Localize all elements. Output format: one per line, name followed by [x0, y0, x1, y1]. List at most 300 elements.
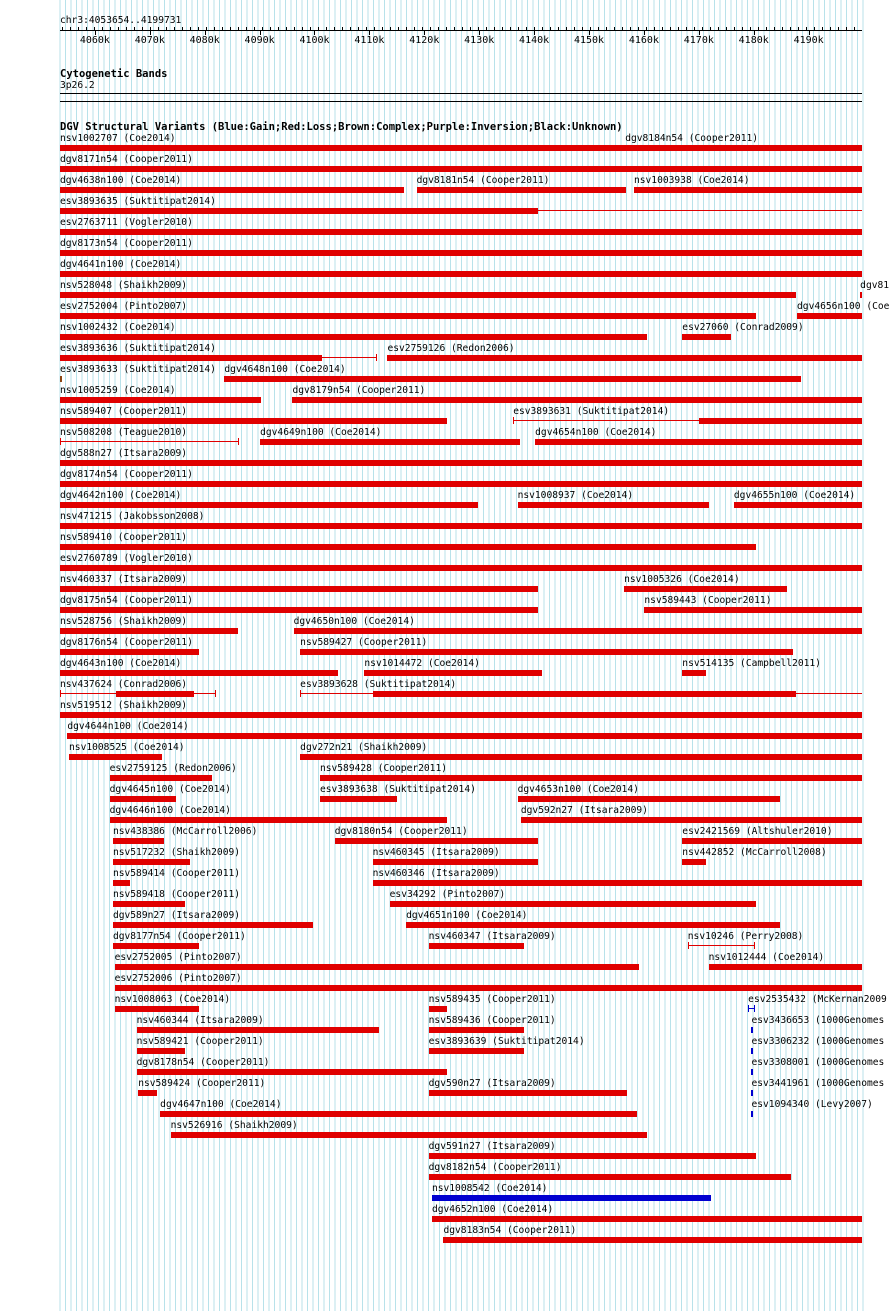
variant-label[interactable]: nsv589407 (Cooper2011) [60, 406, 188, 417]
variant-bar[interactable] [432, 1195, 711, 1201]
variant-label[interactable]: nsv1008525 (Coe2014) [69, 742, 185, 753]
ruler-minor-tick [782, 27, 783, 30]
ruler-minor-tick [230, 27, 231, 30]
ruler-minor-tick [622, 27, 623, 30]
ruler-minor-tick [590, 27, 591, 30]
variant-label[interactable]: dgv4656n100 (Coe [797, 301, 890, 312]
ruler-tick-label: 4150k [573, 35, 605, 46]
ruler-tick-label: 4190k [793, 35, 824, 46]
variant-label[interactable]: dgv4645n100 (Coe2014) [109, 784, 231, 795]
variant-bar[interactable] [292, 397, 862, 403]
ruler-axis [60, 30, 862, 31]
variant-bar[interactable] [751, 1111, 753, 1117]
variant-label[interactable]: nsv589410 (Cooper2011) [60, 532, 188, 543]
variant-label[interactable]: esv2760789 (Vogler2010) [60, 553, 193, 564]
variant-label[interactable]: esv2752006 (Pinto2007) [114, 973, 242, 984]
variant-label[interactable]: esv3306232 (1000Genomes [751, 1036, 885, 1047]
ruler-minor-tick [470, 27, 471, 30]
ruler-minor-tick [190, 27, 191, 30]
variant-bar[interactable] [682, 670, 706, 676]
variant-bar[interactable] [110, 817, 448, 823]
variant-bar[interactable] [373, 691, 797, 697]
variant-bar[interactable] [751, 1090, 753, 1096]
variant-label[interactable]: nsv471215 (Jakobsson2008) [60, 511, 205, 522]
variant-label[interactable]: nsv517232 (Shaikh2009) [112, 847, 241, 858]
variant-bar[interactable] [69, 754, 162, 760]
ruler-minor-tick [558, 27, 559, 30]
variant-label[interactable]: dgv589n27 (Itsara2009) [112, 910, 241, 921]
variant-bar[interactable] [429, 943, 525, 949]
variant-label[interactable]: dgv8176n54 (Cooper2011) [60, 637, 193, 648]
ruler-minor-tick [318, 27, 319, 30]
variant-bar[interactable] [115, 985, 862, 991]
variant-bar[interactable] [60, 649, 199, 655]
variant-bar[interactable] [682, 838, 862, 844]
ruler-minor-tick [358, 27, 359, 30]
variant-bar[interactable] [60, 292, 796, 298]
ruler-minor-tick [310, 27, 311, 30]
ruler-minor-tick [342, 27, 343, 30]
variant-label[interactable]: esv3436653 (1000Genomes [751, 1015, 885, 1026]
variant-bar[interactable] [60, 607, 538, 613]
variant-label[interactable]: dgv8177n54 (Cooper2011) [112, 931, 246, 942]
variant-label[interactable]: dgv8183n54 (Cooper2011) [443, 1225, 577, 1236]
variant-label[interactable]: nsv589427 (Cooper2011) [300, 637, 428, 648]
variant-bar[interactable] [429, 1174, 791, 1180]
ruler-minor-tick [486, 27, 487, 30]
variant-bar[interactable] [110, 796, 176, 802]
variant-label[interactable]: esv3893635 (Suktitipat2014) [60, 196, 216, 207]
variant-label[interactable]: nsv1005326 (Coe2014) [624, 574, 740, 585]
ruler-tick-label: 4130k [464, 35, 495, 46]
variant-label[interactable]: dgv8173n54 (Cooper2011) [60, 238, 193, 249]
ruler-minor-tick [86, 27, 87, 30]
ruler-minor-tick [742, 27, 743, 30]
variant-label[interactable]: nsv460346 (Itsara2009) [372, 868, 500, 879]
variant-label[interactable]: dgv591n27 (Itsara2009) [428, 1141, 556, 1152]
variant-label[interactable]: dgv4654n100 (Coe2014) [535, 427, 657, 438]
cytoband-separator [60, 93, 862, 94]
ruler-minor-tick [270, 27, 271, 30]
variant-bar[interactable] [300, 649, 793, 655]
variant-label[interactable]: esv3441961 (1000Genomes [751, 1078, 885, 1089]
variant-bar[interactable] [137, 1027, 380, 1033]
ruler-minor-tick [390, 27, 391, 30]
ruler-minor-tick [718, 27, 719, 30]
ruler-minor-tick [126, 27, 127, 30]
ruler-minor-tick [278, 27, 279, 30]
variant-bar[interactable] [113, 838, 164, 844]
ruler-tick-label: 4090k [244, 35, 275, 46]
variant-label[interactable]: nsv10246 (Perry2008) [687, 931, 804, 942]
variant-bar[interactable] [60, 418, 447, 424]
variant-bar[interactable] [429, 1090, 628, 1096]
variant-label[interactable]: dgv4655n100 (Coe2014) [733, 490, 856, 501]
ruler-minor-tick [222, 27, 223, 30]
variant-label[interactable]: dgv4650n100 (Coe2014) [293, 616, 415, 627]
variant-bar[interactable] [113, 922, 313, 928]
variant-bar[interactable] [137, 1048, 185, 1054]
variant-bar[interactable] [116, 691, 194, 697]
ruler-minor-tick [462, 27, 463, 30]
variant-bar[interactable] [751, 1069, 753, 1075]
ruler-minor-tick [582, 27, 583, 30]
variant-end-cap [748, 1005, 749, 1012]
variant-bar[interactable] [110, 775, 212, 781]
ruler-minor-tick [598, 27, 599, 30]
variant-bar[interactable] [60, 481, 862, 487]
variant-bar[interactable] [417, 187, 627, 193]
variant-label[interactable]: nsv528756 (Shaikh2009) [60, 616, 188, 627]
variant-label[interactable]: dgv588n27 (Itsara2009) [60, 448, 188, 459]
variant-label[interactable]: dgv4652n100 (Coe2014) [431, 1204, 554, 1215]
ruler-minor-tick [654, 27, 655, 30]
variant-bar[interactable] [860, 292, 862, 298]
ruler-minor-tick [846, 27, 847, 30]
variant-label[interactable]: dgv4649n100 (Coe2014) [260, 427, 382, 438]
variant-bar[interactable] [113, 880, 130, 886]
variant-bar[interactable] [373, 880, 862, 886]
variant-bar[interactable] [138, 1090, 157, 1096]
variant-label[interactable]: nsv1012444 (Coe2014) [708, 952, 825, 963]
cytoband-label: 3p26.2 [60, 80, 95, 91]
variant-label[interactable]: nsv1014472 (Coe2014) [364, 658, 480, 669]
variant-bar[interactable] [429, 1006, 448, 1012]
ruler-minor-tick [766, 27, 767, 30]
variant-end-cap [300, 690, 301, 697]
ruler-minor-tick [534, 27, 535, 30]
ruler-minor-tick [326, 27, 327, 30]
variant-label[interactable]: nsv437624 (Conrad2006) [60, 679, 188, 690]
variant-bar[interactable] [60, 313, 756, 319]
variant-label[interactable]: dgv8175n54 (Cooper2011) [60, 595, 193, 606]
variant-bar[interactable] [709, 964, 862, 970]
variant-label[interactable]: esv2535432 (McKernan2009 [748, 994, 887, 1005]
variant-label[interactable]: nsv1002432 (Coe2014) [60, 322, 176, 333]
variant-bar[interactable] [60, 166, 862, 172]
ruler-minor-tick [670, 27, 671, 30]
ruler-minor-tick [694, 27, 695, 30]
variant-line[interactable] [60, 441, 238, 442]
variant-bar[interactable] [320, 775, 862, 781]
variant-label[interactable]: nsv460344 (Itsara2009) [136, 1015, 264, 1026]
variant-bar[interactable] [751, 1027, 753, 1033]
variant-label[interactable]: esv2752005 (Pinto2007) [114, 952, 242, 963]
variant-bar[interactable] [390, 901, 756, 907]
variant-label[interactable]: nsv1005259 (Coe2014) [60, 385, 176, 396]
variant-bar[interactable] [60, 271, 862, 277]
ruler-minor-tick [214, 27, 215, 30]
variant-label[interactable]: dgv4643n100 (Coe2014) [60, 658, 182, 669]
ruler-minor-tick [78, 27, 79, 30]
ruler-minor-tick [382, 27, 383, 30]
ruler-minor-tick [566, 27, 567, 30]
variant-bar[interactable] [60, 355, 322, 361]
variant-bar[interactable] [387, 355, 862, 361]
variant-label[interactable]: esv1094340 (Levy2007) [751, 1099, 873, 1110]
variant-bar[interactable] [113, 901, 185, 907]
variant-bar[interactable] [115, 1006, 200, 1012]
variant-label[interactable]: nsv589436 (Cooper2011) [428, 1015, 556, 1026]
variant-bar[interactable] [535, 439, 862, 445]
ruler-minor-tick [398, 27, 399, 30]
variant-bar[interactable] [60, 502, 478, 508]
variant-label[interactable]: nsv460337 (Itsara2009) [60, 574, 188, 585]
variant-label[interactable]: nsv1008542 (Coe2014) [431, 1183, 548, 1194]
ruler-minor-tick [302, 27, 303, 30]
ruler-tick-label: 4110k [354, 35, 385, 46]
ruler-tick-label: 4140k [519, 35, 550, 46]
variant-label[interactable]: esv3893633 (Suktitipat2014) [60, 364, 216, 375]
ruler-tick-label: 4170k [683, 35, 714, 46]
ruler-minor-tick [686, 27, 687, 30]
variant-line[interactable] [322, 357, 376, 358]
variant-label[interactable]: dgv8181n54 (Cooper2011) [416, 175, 550, 186]
ruler-minor-tick [254, 27, 255, 30]
variant-bar[interactable] [224, 376, 800, 382]
variant-label[interactable]: dgv4647n100 (Coe2014) [160, 1099, 282, 1110]
variant-label[interactable]: nsv589428 (Cooper2011) [319, 763, 448, 774]
ruler-minor-tick [526, 27, 527, 30]
variant-label[interactable]: dgv4646n100 (Coe2014) [109, 805, 231, 816]
variant-label[interactable]: dgv8180n54 (Cooper2011) [334, 826, 468, 837]
variant-bar[interactable] [518, 502, 709, 508]
ruler-minor-tick [206, 27, 207, 30]
variant-bar[interactable] [521, 817, 862, 823]
variant-label[interactable]: esv3893639 (Suktitipat2014) [428, 1036, 585, 1047]
variant-label[interactable]: nsv1008937 (Coe2014) [517, 490, 634, 501]
variant-label[interactable]: nsv508208 (Teague2010) [60, 427, 188, 438]
variant-bar[interactable] [625, 145, 862, 151]
ruler-minor-tick [166, 27, 167, 30]
ruler-minor-tick [822, 27, 823, 30]
variant-bar[interactable] [67, 733, 862, 739]
variant-bar[interactable] [60, 334, 647, 340]
variant-label[interactable]: esv2421569 (Altshuler2010) [682, 826, 833, 837]
variant-label[interactable]: nsv589421 (Cooper2011) [136, 1036, 264, 1047]
variant-end-cap [688, 942, 689, 949]
variant-bar[interactable] [160, 1111, 637, 1117]
variant-label[interactable]: esv3893638 (Suktitipat2014) [319, 784, 476, 795]
variant-label[interactable]: esv34292 (Pinto2007) [389, 889, 506, 900]
variant-label[interactable]: esv3893631 (Suktitipat2014) [513, 406, 670, 417]
variant-bar[interactable] [406, 922, 780, 928]
ruler-minor-tick [374, 27, 375, 30]
variant-bar[interactable] [734, 502, 862, 508]
variant-bar[interactable] [624, 586, 787, 592]
variant-label[interactable]: dgv8184n54 (Cooper2011) [625, 133, 759, 144]
variant-bar[interactable] [644, 607, 862, 613]
variant-bar[interactable] [60, 586, 538, 592]
variant-bar[interactable] [115, 964, 640, 970]
variant-label[interactable]: esv3893636 (Suktitipat2014) [60, 343, 216, 354]
base-position-ruler[interactable] [0, 0, 890, 50]
dgv-track-title[interactable]: DGV Structural Variants (Blue:Gain;Red:Loss;Brown:Complex;Purple:Inversion;Black:Unknown) [60, 121, 623, 133]
variant-label[interactable]: dgv8174n54 (Cooper2011) [60, 469, 193, 480]
variant-bar[interactable] [60, 208, 538, 214]
ruler-minor-tick [366, 27, 367, 30]
ruler-minor-tick [246, 27, 247, 30]
variant-label[interactable]: nsv589414 (Cooper2011) [112, 868, 241, 879]
variant-bar[interactable] [60, 565, 862, 571]
variant-label[interactable]: nsv589424 (Cooper2011) [138, 1078, 266, 1089]
cytoband-track-title[interactable]: Cytogenetic Bands [60, 68, 168, 80]
variant-label[interactable]: esv3308001 (1000Genomes [751, 1057, 885, 1068]
variant-label[interactable]: dgv4653n100 (Coe2014) [517, 784, 639, 795]
ruler-minor-tick [142, 27, 143, 30]
variant-bar[interactable] [60, 397, 261, 403]
variant-label[interactable]: nsv460345 (Itsara2009) [372, 847, 500, 858]
ruler-minor-tick [198, 27, 199, 30]
ruler-tick-label: 4160k [628, 35, 659, 46]
variant-line[interactable] [688, 945, 754, 946]
variant-label[interactable]: dgv4642n100 (Coe2014) [60, 490, 182, 501]
variant-bar[interactable] [699, 418, 862, 424]
variant-label[interactable]: nsv589435 (Cooper2011) [428, 994, 556, 1005]
ruler-minor-tick [814, 27, 815, 30]
variant-label[interactable]: dgv8179n54 (Cooper2011) [292, 385, 426, 396]
variant-bar[interactable] [320, 796, 397, 802]
ruler-minor-tick [422, 27, 423, 30]
ruler-minor-tick [118, 27, 119, 30]
ruler-minor-tick [478, 27, 479, 30]
variant-label[interactable]: nsv528048 (Shaikh2009) [60, 280, 188, 291]
variant-label[interactable]: dgv590n27 (Itsara2009) [428, 1078, 556, 1089]
variant-bar[interactable] [797, 313, 862, 319]
variant-label[interactable]: nsv442852 (McCarroll2008) [682, 847, 827, 858]
variant-bar[interactable] [60, 376, 62, 382]
variant-label[interactable]: dgv81 [860, 280, 890, 291]
ruler-minor-tick [334, 27, 335, 30]
variant-label[interactable]: dgv4638n100 (Coe2014) [60, 175, 182, 186]
variant-label[interactable]: nsv526916 (Shaikh2009) [170, 1120, 298, 1131]
variant-bar[interactable] [518, 796, 780, 802]
variant-bar[interactable] [751, 1048, 753, 1054]
ruler-minor-tick [110, 27, 111, 30]
ruler-minor-tick [406, 27, 407, 30]
ruler-minor-tick [70, 27, 71, 30]
variant-bar[interactable] [171, 1132, 648, 1138]
variant-bar[interactable] [634, 187, 862, 193]
variant-label[interactable]: dgv8178n54 (Cooper2011) [136, 1057, 270, 1068]
variant-label[interactable]: esv2763711 (Vogler2010) [60, 217, 193, 228]
variant-bar[interactable] [260, 439, 520, 445]
variant-label[interactable]: dgv272n21 (Shaikh2009) [300, 742, 428, 753]
track-separator [60, 101, 862, 102]
ruler-minor-tick [134, 27, 135, 30]
ruler-minor-tick [710, 27, 711, 30]
ruler-tick-label: 4100k [299, 35, 330, 46]
ruler-minor-tick [830, 27, 831, 30]
variant-line[interactable] [538, 210, 862, 211]
variant-label[interactable]: dgv4641n100 (Coe2014) [60, 259, 182, 270]
variant-label[interactable]: dgv4651n100 (Coe2014) [406, 910, 528, 921]
ruler-tick-label: 4060k [79, 35, 110, 46]
variant-bar[interactable] [429, 1153, 756, 1159]
variant-label[interactable]: nsv514135 (Campbell2011) [682, 658, 821, 669]
variant-label[interactable]: dgv8171n54 (Cooper2011) [60, 154, 193, 165]
variant-label[interactable]: nsv589418 (Cooper2011) [112, 889, 241, 900]
variant-bar[interactable] [113, 859, 190, 865]
ruler-minor-tick [646, 27, 647, 30]
ruler-minor-tick [350, 27, 351, 30]
ruler-minor-tick [806, 27, 807, 30]
variant-bar[interactable] [682, 859, 706, 865]
variant-bar[interactable] [60, 250, 862, 256]
variant-bar[interactable] [60, 712, 862, 718]
ruler-minor-tick [734, 27, 735, 30]
variant-label[interactable]: nsv589443 (Cooper2011) [644, 595, 772, 606]
variant-bar[interactable] [335, 838, 539, 844]
variant-label[interactable]: esv2759125 (Redon2006) [109, 763, 237, 774]
ruler-minor-tick [430, 27, 431, 30]
variant-label[interactable]: esv2752004 (Pinto2007) [60, 301, 188, 312]
variant-bar[interactable] [294, 628, 862, 634]
variant-end-cap [60, 690, 61, 697]
variant-bar[interactable] [682, 334, 730, 340]
variant-label[interactable]: esv3893628 (Suktitipat2014) [300, 679, 457, 690]
ruler-tick-label: 4120k [409, 35, 440, 46]
variant-end-cap [215, 690, 216, 697]
variant-label[interactable]: esv27060 (Conrad2009) [682, 322, 804, 333]
variant-label[interactable]: esv2759126 (Redon2006) [387, 343, 515, 354]
ruler-minor-tick [758, 27, 759, 30]
ruler-minor-tick [638, 27, 639, 30]
variant-label[interactable]: dgv8182n54 (Cooper2011) [428, 1162, 562, 1173]
variant-label[interactable]: dgv4648n100 (Coe2014) [224, 364, 346, 375]
variant-bar[interactable] [429, 1048, 525, 1054]
ruler-minor-tick [150, 27, 151, 30]
variant-label[interactable]: nsv1003938 (Coe2014) [633, 175, 750, 186]
ruler-minor-tick [438, 27, 439, 30]
position-label: chr3:4053654..4199731 [60, 15, 182, 26]
variant-label[interactable]: nsv1002707 (Coe2014) [60, 133, 176, 144]
variant-bar[interactable] [113, 943, 199, 949]
variant-label[interactable]: nsv519512 (Shaikh2009) [60, 700, 188, 711]
variant-bar[interactable] [60, 523, 862, 529]
ruler-minor-tick [510, 27, 511, 30]
variant-label[interactable]: dgv4644n100 (Coe2014) [67, 721, 189, 732]
ruler-minor-tick [62, 27, 63, 30]
variant-label[interactable]: nsv460347 (Itsara2009) [428, 931, 556, 942]
variant-bar[interactable] [60, 628, 238, 634]
variant-bar[interactable] [364, 670, 541, 676]
variant-label[interactable]: nsv438386 (McCarroll2006) [112, 826, 258, 837]
variant-bar[interactable] [60, 544, 756, 550]
ruler-minor-tick [798, 27, 799, 30]
variant-bar[interactable] [429, 1027, 525, 1033]
variant-end-cap [376, 354, 377, 361]
variant-bar[interactable] [432, 1216, 862, 1222]
variant-bar[interactable] [300, 754, 862, 760]
variant-end-cap [60, 438, 61, 445]
ruler-minor-tick [182, 27, 183, 30]
ruler-minor-tick [606, 27, 607, 30]
variant-label[interactable]: nsv1008063 (Coe2014) [114, 994, 231, 1005]
variant-bar[interactable] [60, 670, 338, 676]
variant-bar[interactable] [373, 859, 539, 865]
ruler-minor-tick [678, 27, 679, 30]
variant-bar[interactable] [137, 1069, 448, 1075]
variant-end-cap [238, 438, 239, 445]
variant-bar[interactable] [60, 187, 404, 193]
ruler-minor-tick [662, 27, 663, 30]
variant-bar[interactable] [443, 1237, 862, 1243]
ruler-minor-tick [550, 27, 551, 30]
variant-label[interactable]: dgv592n27 (Itsara2009) [520, 805, 648, 816]
variant-bar[interactable] [60, 460, 862, 466]
variant-bar[interactable] [60, 229, 862, 235]
